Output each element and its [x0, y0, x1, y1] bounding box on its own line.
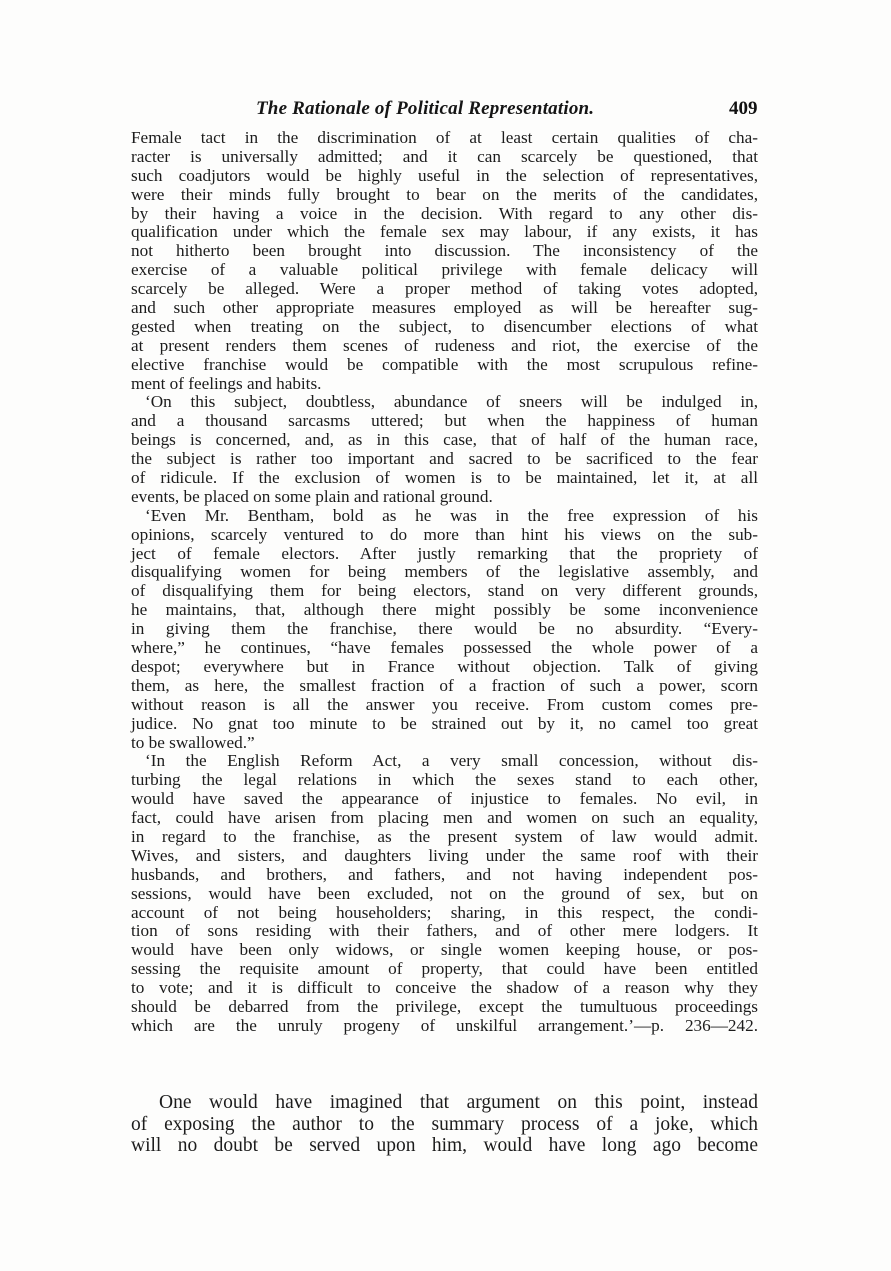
text-line: elective franchise would be compatible with the most scrupulous refine-	[131, 354, 758, 374]
text-line: racter is universally admitted; and it can scarcely be questioned, that	[131, 146, 758, 166]
text-line: at present renders them scenes of rudeness and riot, the exercise of the	[131, 335, 758, 355]
text-line: to vote; and it is difficult to conceive the shadow of a reason why they	[131, 978, 758, 998]
text-line: account of not being householders; sharing, in this respect, the condi-	[131, 902, 758, 922]
text-line: where,” he continues, “have females possessed the whole power of a	[131, 638, 758, 658]
text-line: should be debarred from the privilege, except the tumultuous proceedings	[131, 996, 758, 1016]
text-line: ‘Even Mr. Bentham, bold as he was in the free expression of his	[145, 505, 758, 525]
text-line: exercise of a valuable political privilege with female delicacy will	[131, 260, 758, 280]
commentary-paragraph	[131, 1092, 758, 1157]
text-line: such coadjutors would be highly useful in the selection of representatives,	[131, 165, 758, 185]
text-line: in regard to the franchise, as the present system of law would admit.	[131, 826, 758, 846]
text-line: will no doubt be served upon him, would have long ago become	[131, 1135, 758, 1156]
text-line: of exposing the author to the summary process of a joke, which	[131, 1113, 758, 1135]
text-line: scarcely be alleged. Were a proper method of taking votes adopted,	[131, 279, 758, 299]
text-line: judice. No gnat too minute to be strained out by it, no camel too great	[131, 713, 758, 733]
text-line: tion of sons residing with their fathers, and of other mere lodgers. It	[131, 921, 758, 941]
text-line: gested when treating on the subject, to disencumber elections of what	[131, 316, 758, 336]
page-number: 409	[729, 98, 758, 119]
text-line: despot; everywhere but in France without objection. Talk of giving	[131, 656, 758, 676]
text-line: he maintains, that, although there might possibly be some inconvenience	[131, 600, 758, 620]
paragraph-2	[131, 393, 758, 506]
text-line: husbands, and brothers, and fathers, and not having independent pos-	[131, 864, 758, 884]
text-line: turbing the legal relations in which the sexes stand to each other,	[131, 770, 758, 790]
text-line: sessing the requisite amount of property, that could have been entitled	[131, 959, 758, 979]
text-line: of disqualifying them for being electors, stand on very different grounds,	[131, 581, 758, 601]
text-line: events, be placed on some plain and rational ground.	[131, 486, 493, 506]
text-line: without reason is all the answer you receive. From custom comes pre-	[131, 694, 758, 714]
text-line: of ridicule. If the exclusion of women is to be maintained, let it, at all	[131, 468, 758, 488]
text-line: ‘On this subject, doubtless, abundance of sneers will be indulged in,	[145, 392, 758, 412]
text-line: fact, could have arisen from placing men and women on such an equality,	[131, 808, 758, 828]
quoted-extract	[131, 129, 758, 1036]
text-line: disqualifying women for being members of the legislative assembly, and	[131, 562, 758, 582]
text-line: in giving them the franchise, there would be no absurdity. “Every-	[131, 619, 758, 639]
text-line: not hitherto been brought into discussion. The inconsistency of the	[131, 241, 758, 261]
text-line: the subject is rather too important and sacred to be sacrificed to the fear	[131, 449, 758, 469]
text-line: One would have imagined that argument on this point, instead	[159, 1092, 758, 1113]
text-line: would have been only widows, or single women keeping house, or pos-	[131, 940, 758, 960]
text-line: would have saved the appearance of injustice to females. No evil, in	[131, 789, 758, 809]
paragraph-3	[131, 507, 758, 753]
paragraph-4	[131, 752, 758, 1035]
text-line: opinions, scarcely ventured to do more than hint his views on the sub-	[131, 524, 758, 544]
text-line: ‘In the English Reform Act, a very small concession, without dis-	[145, 751, 758, 771]
text-line: them, as here, the smallest fraction of a fraction of such a power, scorn	[131, 675, 758, 695]
text-line: to be swallowed.”	[131, 732, 255, 752]
text-line: qualification under which the female sex may labour, if any exists, it has	[131, 222, 758, 242]
text-line: ment of feelings and habits.	[131, 373, 322, 393]
paragraph-1	[131, 129, 758, 393]
citation-line: which are the unruly progeny of unskilful arrangement.’—p. 236—242.	[131, 1015, 758, 1035]
text-line: ject of female electors. After justly remarking that the propriety of	[131, 543, 758, 563]
text-line: beings is concerned, and, as in this case, that of half of the human race,	[131, 430, 758, 450]
text-line: and a thousand sarcasms uttered; but when the happiness of human	[131, 411, 758, 431]
text-line: and such other appropriate measures employed as will be hereafter sug-	[131, 298, 758, 318]
text-line: sessions, would have been excluded, not on the ground of sex, but on	[131, 883, 758, 903]
text-line: were their minds fully brought to bear on the merits of the candidates,	[131, 184, 758, 204]
running-title: The Rationale of Political Representation.	[256, 98, 595, 119]
text-line: Female tact in the discrimination of at least certain qualities of cha-	[131, 128, 758, 147]
text-line: Wives, and sisters, and daughters living under the same roof with their	[131, 845, 758, 865]
text-line: by their having a voice in the decision. With regard to any other dis-	[131, 203, 758, 223]
